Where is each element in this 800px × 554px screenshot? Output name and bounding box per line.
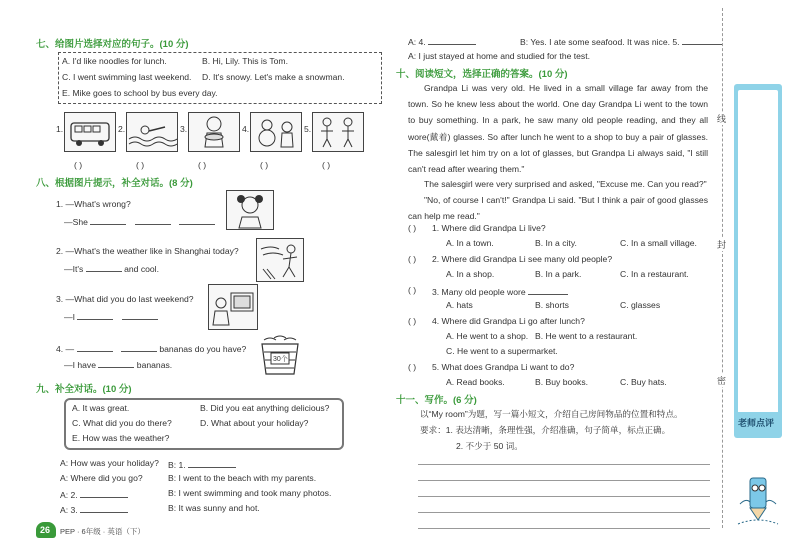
s9-option-a: A. It was great. (72, 403, 130, 413)
noodles-picture (188, 112, 240, 152)
s10-q2-question: 2. Where did Grandpa Li see many old people? (432, 254, 613, 264)
windy-weather-picture (256, 238, 304, 282)
s7-pic-number-3: 3. (180, 124, 188, 134)
girl-eating-icon (189, 113, 239, 151)
page-number-badge (36, 522, 56, 538)
writing-line-4[interactable] (418, 512, 710, 513)
pencil-mascot-icon (736, 474, 780, 528)
s10-q4-answer[interactable]: ( ) (408, 316, 417, 326)
s8-q4-blank-3[interactable] (98, 358, 134, 368)
s10-q5-question: 5. What does Grandpa Li want to do? (432, 362, 575, 372)
s9-blank-4[interactable] (428, 35, 476, 45)
s9-option-b: B. Did you eat anything delicious? (200, 403, 330, 413)
s7-pic-number-1: 1. (56, 124, 64, 134)
s10-q5-answer[interactable]: ( ) (408, 362, 417, 372)
s9-a5 (408, 35, 476, 47)
s10-q3-option-b: B. shorts (535, 300, 569, 310)
snowman-icon (251, 113, 301, 151)
s10-q4-option-b: B. He went to a restaurant. (535, 331, 638, 341)
s9-b1 (168, 458, 236, 470)
teacher-comment-label-bar (734, 412, 782, 432)
watching-tv-picture (208, 284, 258, 330)
writing-line-3[interactable] (418, 496, 710, 497)
swimming-picture (126, 112, 178, 152)
s8-q4-question (56, 342, 246, 354)
s7-pic-number-5: 5. (304, 124, 312, 134)
s10-q2-answer[interactable]: ( ) (408, 254, 417, 264)
pencil-mascot (736, 474, 780, 528)
s8-q4-blank-2[interactable] (121, 342, 157, 352)
writing-line-2[interactable] (418, 480, 710, 481)
s10-q2-option-b: B. In a park. (535, 269, 582, 279)
sick-girl-picture (226, 190, 274, 230)
s7-answer-2[interactable]: ( ) (136, 160, 145, 170)
teacher-comment-panel (734, 84, 782, 438)
s10-q3-text: 3. Many old people wore (432, 287, 526, 297)
s9-b1-label: B: 1. (168, 460, 186, 470)
s8-q4-answer-suffix: bananas. (136, 360, 173, 370)
windy-icon (257, 239, 303, 281)
s10-q4-question: 4. Where did Grandpa Li go after lunch? (432, 316, 585, 326)
s10-q3-option-c: C. glasses (620, 300, 661, 310)
seal-char-xian: 线 (717, 114, 727, 124)
s10-q5-option-a: A. Read books. (446, 377, 505, 387)
s10-q3-question (432, 285, 568, 297)
sick-girl-icon (227, 191, 273, 229)
snowman-picture (250, 112, 302, 152)
s10-q2-option-c: C. In a restaurant. (620, 269, 689, 279)
s11-requirement-1: 要求：1. 表达清晰，条理性强，介绍准确，句子简单，标点正确。 (420, 425, 671, 435)
writing-line-1[interactable] (418, 464, 710, 465)
s7-option-d: D. It's snowy. Let's make a snowman. (202, 72, 345, 82)
s11-requirement-2: 2. 不少于 50 词。 (456, 441, 523, 451)
s10-q4-option-c: C. He went to a supermarket. (446, 346, 558, 356)
binding-dashed-line (722, 8, 723, 528)
s10-q5-option-c: C. Buy hats. (620, 377, 667, 387)
s9-a3-label: A: 2. (60, 490, 78, 500)
s9-a4-label: A: 3. (60, 505, 78, 515)
s8-q4-suffix: bananas do you have? (159, 344, 247, 354)
s9-a6: A: I just stayed at home and studied for the test. (408, 51, 591, 61)
s7-pic-number-4: 4. (242, 124, 250, 134)
s8-q3-blank-2[interactable] (122, 310, 158, 320)
s10-q2-option-a: A. In a shop. (446, 269, 495, 279)
s9-a5-label: A: 4. (408, 37, 426, 47)
s7-answer-4[interactable]: ( ) (260, 160, 269, 170)
s9-option-d: D. What about your holiday? (200, 418, 309, 428)
section-9-heading: 九、补全对话。(10 分) (36, 384, 132, 395)
s8-q1-prefix: —She (64, 217, 88, 227)
s9-blank-3[interactable] (80, 503, 128, 513)
s7-option-e: E. Mike goes to school by bus every day. (62, 88, 218, 98)
s11-prompt: 以“My room”为题，写一篇小短文，介绍自己房间物品的位置和特点。 (420, 409, 683, 419)
basket-count-label: 30个 (273, 356, 288, 363)
s8-q3-question: 3. —What did you do last weekend? (56, 294, 194, 304)
s7-pic-number-2: 2. (118, 124, 126, 134)
s8-q2-answer (64, 262, 159, 274)
s9-blank-1[interactable] (188, 458, 236, 468)
s10-q1-option-c: C. In a small village. (620, 238, 697, 248)
kids-greeting-icon (313, 113, 363, 151)
s10-passage-paragraph-1: Grandpa Li was very old. He lived in a small village far away from the town. So he knew less about the world. One day Grandpa Li went to the town to buy something. In a park, he saw many old people reading, and they all wore(戴着) glasses. So after lunch he went to a shop to buy a pair of glasses. The salesgirl let him try on a lot of glasses, but Grandpa Li always said, "I still can't read after wearing them." (408, 83, 708, 175)
s9-a1: A: How was your holiday? (60, 458, 159, 468)
s10-q3-option-a: A. hats (446, 300, 473, 310)
s10-q1-question: 1. Where did Grandpa Li live? (432, 223, 546, 233)
s8-q1-blank-3[interactable] (179, 215, 215, 225)
section-8-heading: 八、根据图片提示，补全对话。(8 分) (36, 178, 193, 189)
seal-char-feng: 封 (717, 240, 727, 250)
s8-q3-blank-1[interactable] (77, 310, 113, 320)
tv-icon (209, 285, 257, 329)
bus-icon (65, 113, 115, 151)
s9-b5 (520, 35, 722, 47)
s8-q2-suffix: and cool. (124, 264, 159, 274)
s10-q4-option-a: A. He went to a shop. (446, 331, 529, 341)
s8-q1-answer (64, 215, 215, 227)
s7-answer-3[interactable]: ( ) (198, 160, 207, 170)
teacher-comment-label: 老师点评 (738, 418, 775, 428)
s10-q3-answer[interactable]: ( ) (408, 285, 417, 295)
s7-option-b: B. Hi, Lily. This is Tom. (202, 56, 288, 66)
page-number: 26 (40, 525, 51, 535)
s10-q5-option-b: B. Buy books. (535, 377, 589, 387)
s8-q3-answer (64, 310, 158, 322)
bus-picture (64, 112, 116, 152)
s10-q1-option-b: B. In a city. (535, 238, 577, 248)
teacher-comment-area[interactable] (738, 90, 778, 432)
s8-q2-blank[interactable] (86, 262, 122, 272)
s10-q3-blank[interactable] (528, 285, 568, 295)
s8-q1-blank-1[interactable] (90, 215, 126, 225)
s9-a4 (60, 503, 128, 515)
s9-blank-5[interactable] (682, 35, 722, 45)
s7-option-a: A. I'd like noodles for lunch. (62, 56, 167, 66)
s9-a3 (60, 488, 128, 500)
s10-q1-option-a: A. In a town. (446, 238, 494, 248)
section-11-heading: 十一、写作。(6 分) (396, 395, 477, 406)
s8-q1-question: 1. —What's wrong? (56, 199, 131, 209)
s9-b3: B: I went swimming and took many photos. (168, 488, 332, 498)
s10-passage-paragraph-2: The salesgirl were very surprised and asked, "Excuse me. Can you read?" (424, 179, 707, 189)
s8-q3-prefix: —I (64, 312, 75, 322)
section-7-heading: 七、给图片选择对应的句子。(10 分) (36, 39, 189, 50)
s9-b2: B: I went to the beach with my parents. (168, 473, 317, 483)
s8-q2-prefix: —It's (64, 264, 84, 274)
s10-q1-answer[interactable]: ( ) (408, 223, 417, 233)
s8-q2-question: 2. —What's the weather like in Shanghai today? (56, 246, 239, 256)
s9-b4: B: It was sunny and hot. (168, 503, 260, 513)
s9-option-e: E. How was the weather? (72, 433, 170, 443)
greeting-picture (312, 112, 364, 152)
s7-answer-1[interactable]: ( ) (74, 160, 83, 170)
s7-answer-5[interactable]: ( ) (322, 160, 331, 170)
s9-option-c: C. What did you do there? (72, 418, 172, 428)
s8-q1-blank-2[interactable] (135, 215, 171, 225)
s8-q4-prefix: 4. — (56, 344, 75, 354)
s8-q4-answer (64, 358, 172, 370)
s9-b5-label: B: Yes. I ate some seafood. It was nice. 5. (520, 37, 680, 47)
section-10-heading: 十、阅读短文，选择正确的答案。(10 分) (396, 69, 568, 80)
s9-blank-2[interactable] (80, 488, 128, 498)
s9-a2: A: Where did you go? (60, 473, 143, 483)
s8-q4-answer-prefix: —I have (64, 360, 97, 370)
seal-char-mi: 密 (717, 376, 727, 386)
writing-line-5[interactable] (418, 528, 710, 529)
s8-q4-blank-1[interactable] (77, 342, 113, 352)
s7-option-c: C. I went swimming last weekend. (62, 72, 192, 82)
swimmer-icon (127, 113, 177, 151)
s10-passage-paragraph-3: "No, of course I can't!" Grandpa Li said. "But I think a pair of good glasses can help me read." (408, 195, 708, 222)
banana-basket-picture (258, 334, 302, 376)
footer-text: PEP · 6年级 · 英语（下） (60, 527, 145, 536)
